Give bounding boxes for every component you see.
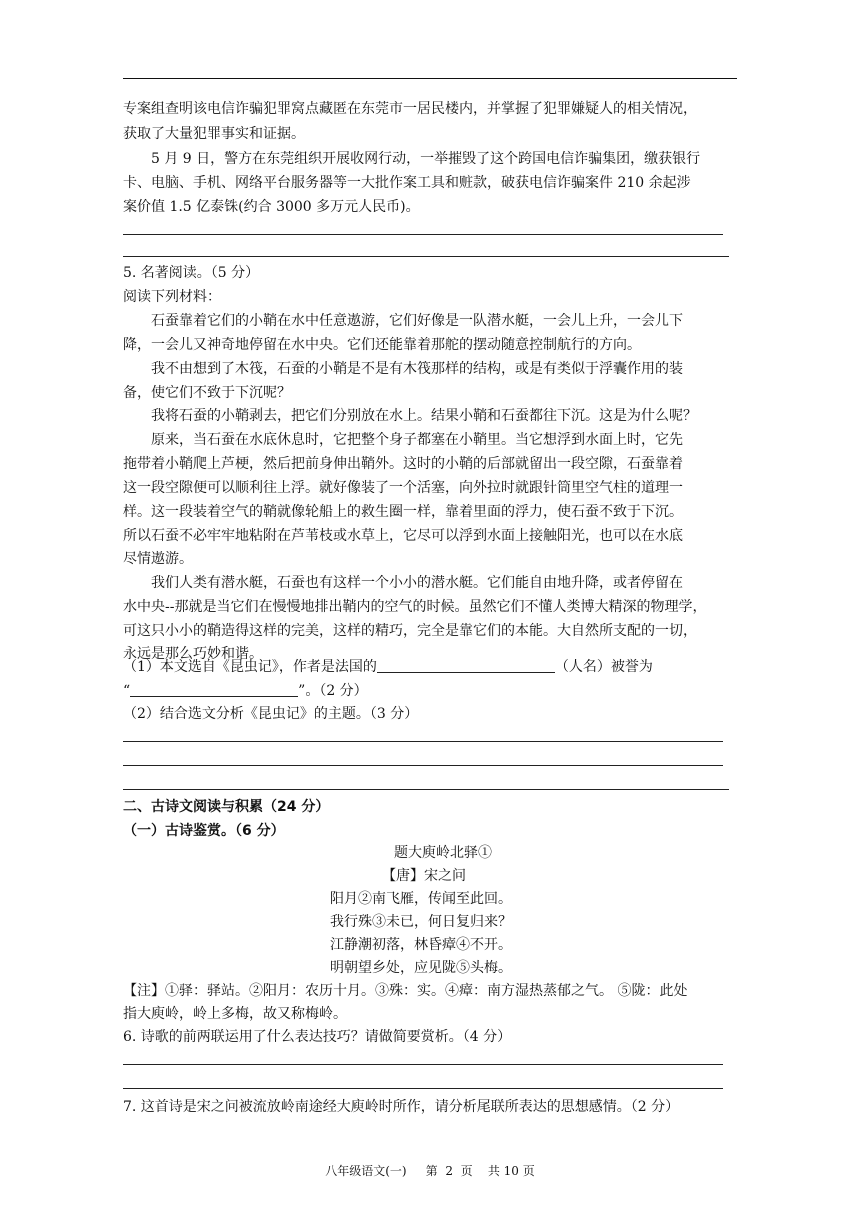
poem-title: 题大庾岭北驿① xyxy=(394,845,492,861)
material-line: 这一段空隙便可以顺利往上浮。就好像装了一个活塞，向外拉时就跟针筒里空气柱的道理一 xyxy=(123,480,683,496)
poem-line: 我行殊③未已，何日复归来？ xyxy=(330,914,512,930)
material-line: 我们人类有潜水艇，石蚕也有这样一个小小的潜水艇。它们能自由地升降，或者停留在 xyxy=(123,575,683,591)
poem-line: 江静潮初落，林昏瘴④不开。 xyxy=(330,937,512,953)
answer-line[interactable] xyxy=(123,234,723,235)
poem-notes: 【注】①驿：驿站。②阳月：农历十月。③殊：实。④瘴：南方湿热蒸郁之气。 ⑤陇：此处 xyxy=(123,983,688,999)
question-5-sub1-cont xyxy=(123,681,368,701)
material-line: 所以石蚕不必牢牢地粘附在芦苇枝或水草上，它尽可以浮到水面上接触阳光，也可以在水底 xyxy=(123,528,683,544)
answer-line[interactable] xyxy=(123,765,723,766)
question-5-sub1 xyxy=(123,657,653,677)
passage-line: 卡、电脑、手机、网络平台服务器等一大批作案工具和赃款，破获电信诈骗案件 210 余起涉 xyxy=(123,175,691,191)
answer-line[interactable] xyxy=(123,1064,723,1065)
question-5-intro: 阅读下列材料： xyxy=(123,289,221,305)
material-line: 我不由想到了木筏，石蚕的小鞘是不是有木筏那样的结构，或是有类似于浮囊作用的装 xyxy=(123,361,683,377)
question-5-sub1-text: （1）本文选自《昆虫记》，作者是法国的 xyxy=(123,659,377,675)
question-5-sub2: （2）结合选文分析《昆虫记》的主题。（3 分） xyxy=(123,706,419,722)
material-line: 备，使它们不致于下沉呢？ xyxy=(123,385,291,401)
question-5-title: 5. 名著阅读。（5 分） xyxy=(123,265,260,281)
answer-line[interactable] xyxy=(123,1088,723,1089)
material-line: 水中央--那就是当它们在慢慢地排出鞘内的空气的时候。虽然它们不懂人类博大精深的物理学， xyxy=(123,599,707,615)
material-line: 样。这一段装着空气的鞘就像轮船上的救生圈一样，靠着里面的浮力，使石蚕不致于下沉。 xyxy=(123,504,683,520)
answer-line[interactable] xyxy=(123,256,729,257)
passage-line: 获取了大量犯罪事实和证据。 xyxy=(123,126,305,142)
material-line: 可这只小小的鞘造得这样的完美，这样的精巧，完全是靠它们的本能。大自然所支配的一切， xyxy=(123,623,697,639)
material-line: 石蚕靠着它们的小鞘在水中任意遨游，它们好像是一队潜水艇，一会儿上升，一会儿下 xyxy=(123,313,683,329)
section-2-title: 二、古诗文阅读与积累（24 分） xyxy=(123,799,330,815)
material-line: 我将石蚕的小鞘剥去，把它们分别放在水上。结果小鞘和石蚕都往下沉。这是为什么呢？ xyxy=(123,408,697,424)
material-line: 原来，当石蚕在水底休息时，它把整个身子都塞在小鞘里。当它想浮到水面上时，它先 xyxy=(123,432,683,448)
poem-line: 阳月②南飞雁，传闻至此回。 xyxy=(330,891,512,907)
question-5-sub1-text-2: （人名）被誉为 xyxy=(554,659,653,675)
poem-author: 【唐】宋之问 xyxy=(382,868,466,884)
passage-line: 案价值 1.5 亿泰铢(约合 3000 多万元人民币)。 xyxy=(123,199,420,215)
answer-line[interactable] xyxy=(123,741,723,742)
answer-line[interactable] xyxy=(123,789,729,790)
question-7: 7. 这首诗是宋之问被流放岭南途经大庾岭时所作，请分析尾联所表达的思想感情。（2 分） xyxy=(123,1099,680,1115)
open-quote: “ xyxy=(123,683,131,699)
poem-line: 明朝望乡处，应见陇⑤头梅。 xyxy=(330,960,512,976)
poem-notes-cont: 指大庾岭，岭上多梅，故又称梅岭。 xyxy=(123,1006,347,1022)
page-footer: 八年级语文(一) 第 2 页 共 10 页 xyxy=(325,1164,535,1178)
material-line: 降，一会儿又神奇地停留在水中央。它们还能靠着那舵的摆动随意控制航行的方向。 xyxy=(123,337,641,353)
title-blank[interactable] xyxy=(130,682,298,697)
passage-line: 5 月 9 日，警方在东莞组织开展收网行动，一举摧毁了这个跨国电信诈骗集团，缴获银行 xyxy=(123,151,701,167)
question-6: 6. 诗歌的前两联运用了什么表达技巧？请做简要赏析。（4 分） xyxy=(123,1029,512,1045)
passage-line: 专案组查明该电信诈骗犯罪窝点藏匿在东莞市一居民楼内，并掌握了犯罪嫌疑人的相关情况， xyxy=(123,101,697,117)
material-line: 永远是那么巧妙和谐。 xyxy=(123,646,263,662)
material-line: 尽情遨游。 xyxy=(123,551,193,567)
section-2-subtitle: （一）古诗鉴赏。（6 分） xyxy=(123,823,285,839)
author-name-blank[interactable] xyxy=(377,658,555,673)
question-5-sub1-text-4: ”。（2 分） xyxy=(298,683,368,699)
material-line: 拖带着小鞘爬上芦梗，然后把前身伸出鞘外。这时的小鞘的后部就留出一段空隙，石蚕靠着 xyxy=(123,456,683,472)
header-rule xyxy=(123,78,737,79)
